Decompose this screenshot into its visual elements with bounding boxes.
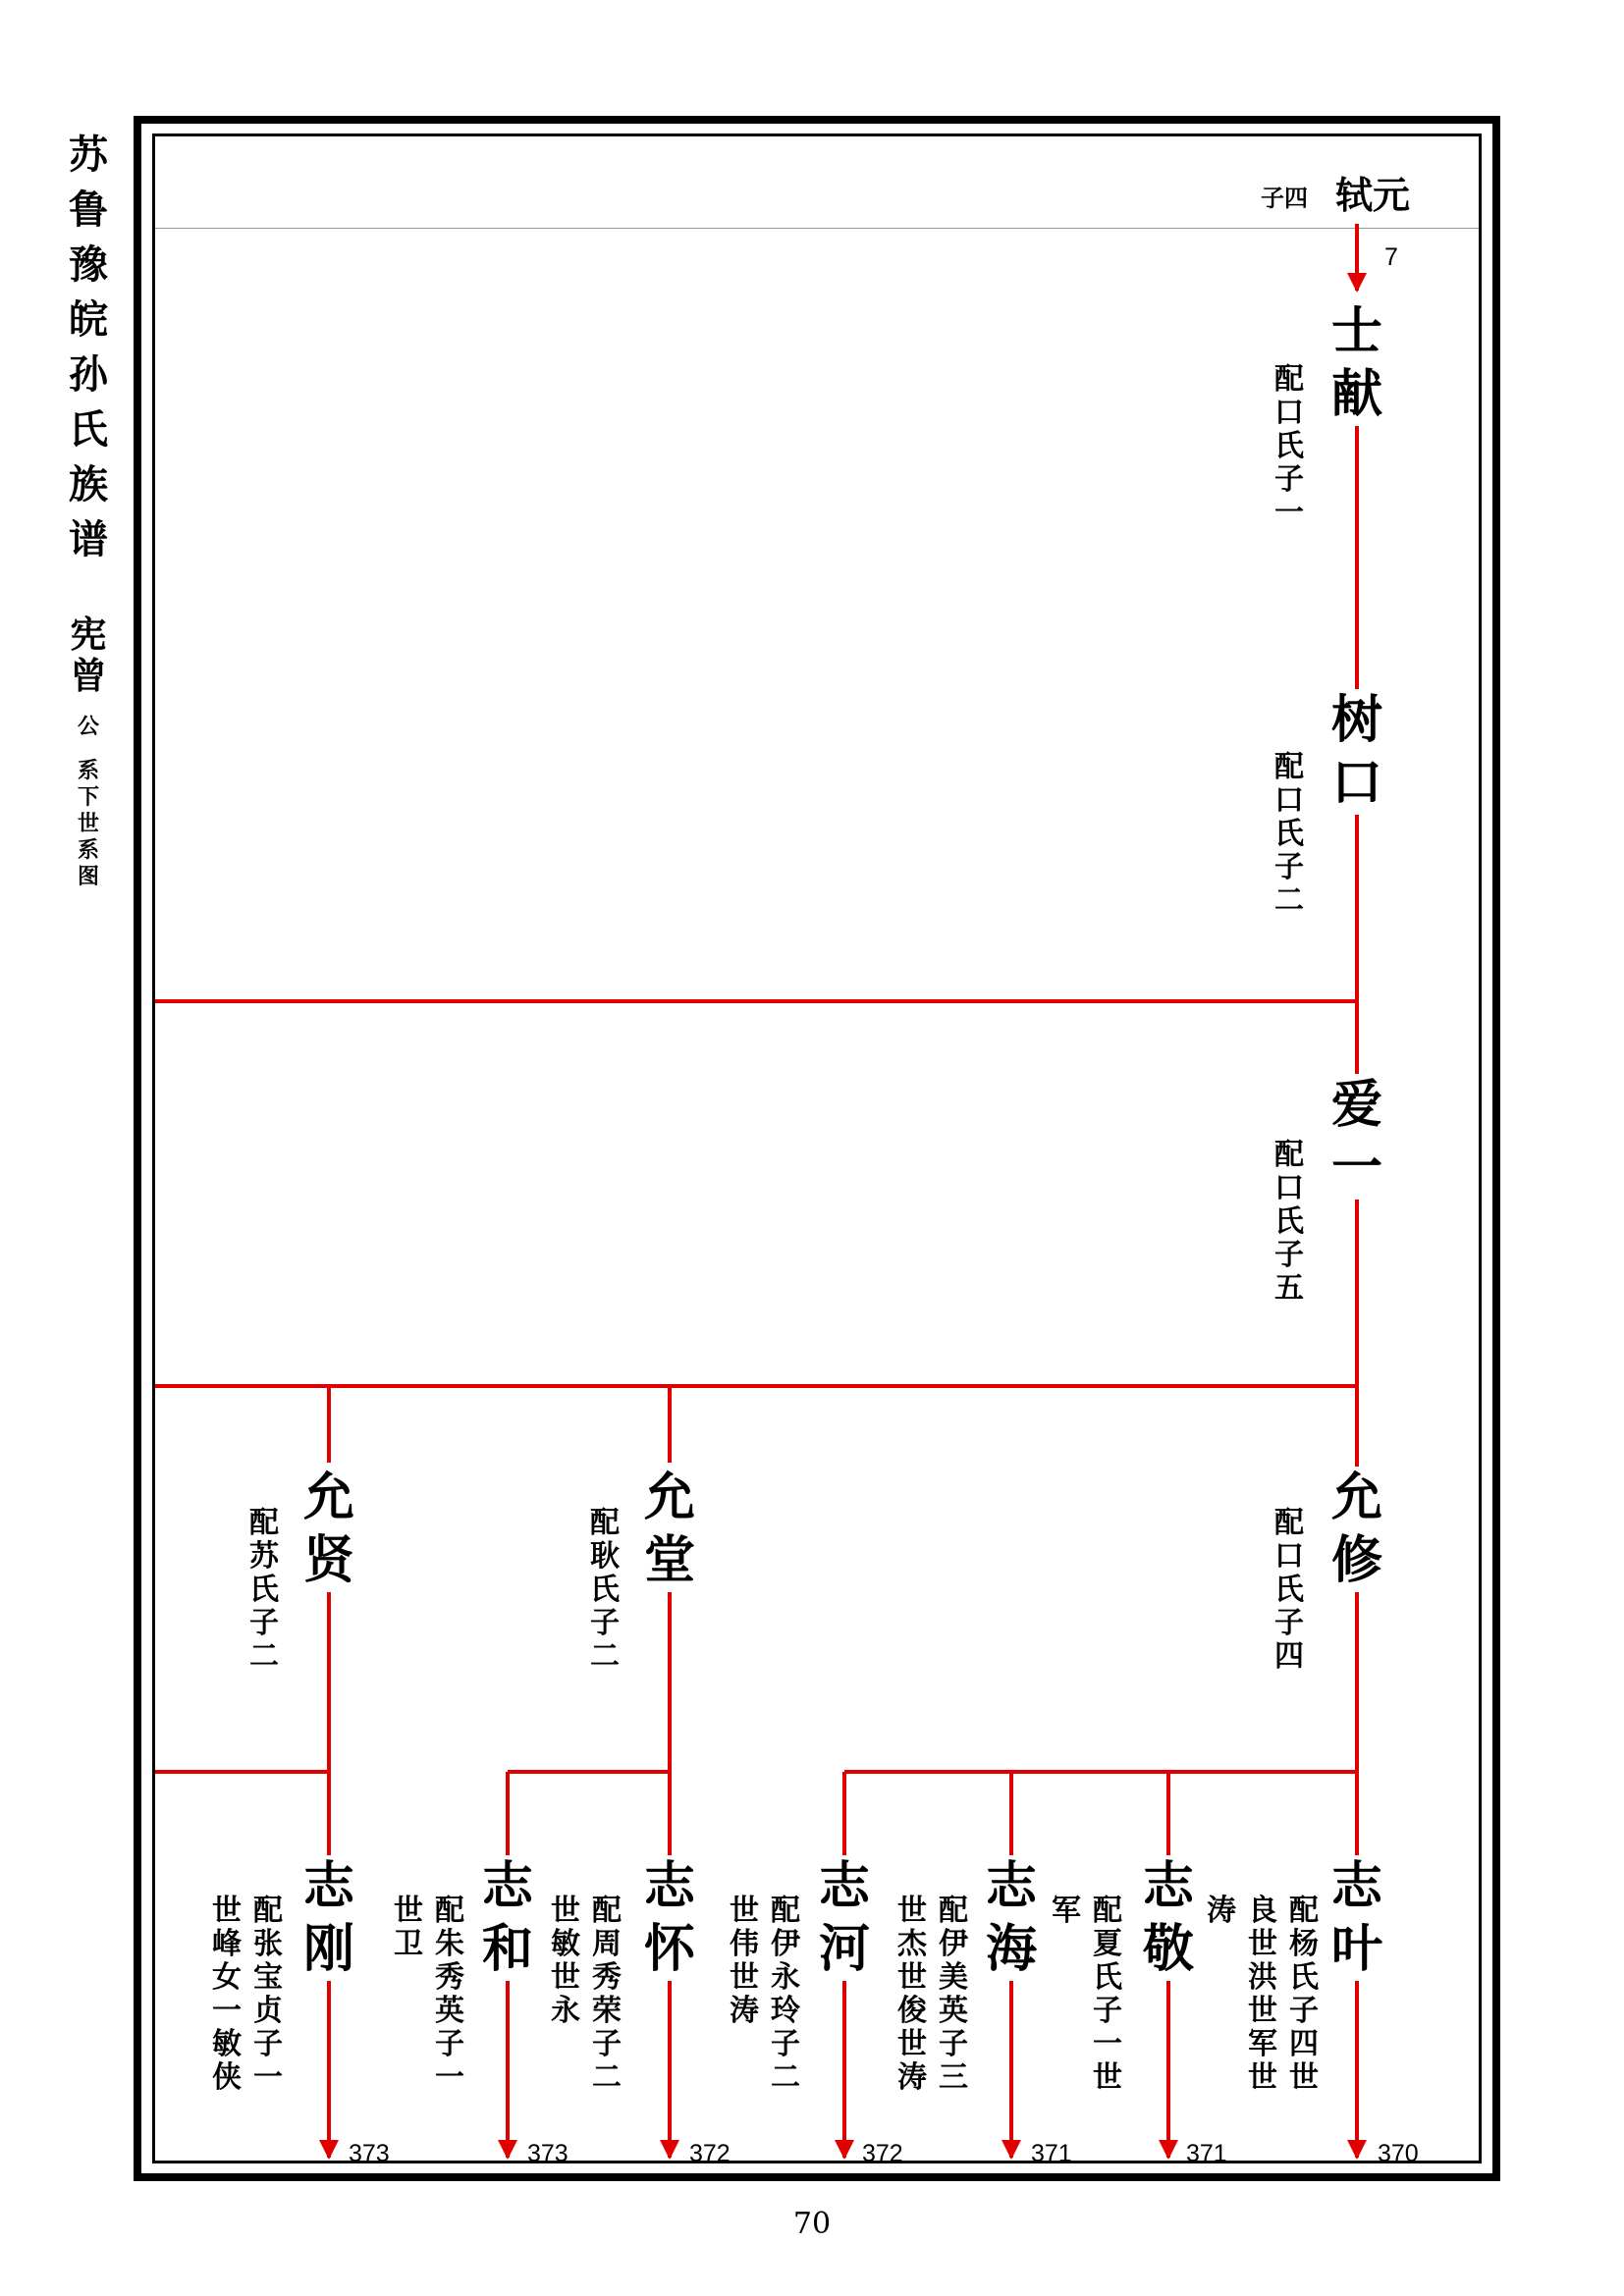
char: 口 (1274, 396, 1304, 430)
char: 世 (394, 1894, 423, 1928)
char: 四 (1274, 1639, 1304, 1674)
char: 二 (249, 1639, 279, 1674)
char: 军 (1052, 1894, 1081, 1928)
generation-label: 子四 (1261, 184, 1308, 212)
name-zhigang (295, 1855, 363, 1981)
char: 世 (551, 1960, 580, 1995)
char: 堂 (643, 1530, 695, 1590)
char: 子 (1274, 1606, 1304, 1640)
char: 志 (302, 1856, 354, 1916)
char: 子 (435, 2027, 464, 2061)
char: 志 (643, 1856, 695, 1916)
char: 子 (1093, 1994, 1122, 2028)
char: 世 (1248, 1927, 1277, 1961)
char: 氏 (590, 1573, 620, 1607)
desc-yuntang (587, 1507, 623, 1674)
char: 二 (1274, 883, 1304, 918)
char: 周 (592, 1927, 622, 1961)
desc-zhihe-2 (391, 1895, 426, 1961)
ref-zhiye: 370 (1378, 2140, 1419, 2167)
char: 志 (1142, 1856, 1194, 1916)
char: 杰 (897, 1927, 927, 1961)
char: 英 (939, 1994, 968, 2028)
ref-zhihuai: 372 (689, 2140, 731, 2167)
ref-zhihe: 373 (527, 2140, 568, 2167)
char: 伊 (771, 1927, 800, 1961)
char: 配 (435, 1894, 464, 1928)
char: 四 (1289, 2027, 1319, 2061)
char: 子 (1274, 1238, 1304, 1272)
char: 图 (77, 864, 99, 889)
char: 皖 (69, 296, 108, 343)
char: 海 (985, 1919, 1037, 1979)
desc-yunxian (246, 1507, 282, 1674)
desc-shixian (1272, 363, 1307, 530)
char: 朱 (435, 1927, 464, 1961)
char: 修 (1330, 1530, 1382, 1590)
char: 美 (939, 1960, 968, 1995)
char: 世 (77, 811, 99, 836)
char: 敬 (1142, 1919, 1194, 1979)
char: 秀 (435, 1960, 464, 1995)
char: 允 (643, 1468, 695, 1527)
char: 苏 (249, 1539, 279, 1574)
char: 世 (1289, 2060, 1319, 2095)
desc-zhigang-2 (209, 1895, 244, 2095)
char: 洪 (1248, 1960, 1277, 1995)
char: 峰 (212, 1927, 242, 1961)
char: 子 (939, 2027, 968, 2061)
char: 子 (249, 1606, 279, 1640)
char: 和 (481, 1919, 533, 1979)
char: 卫 (394, 1927, 423, 1961)
char: 口 (1330, 753, 1382, 813)
char: 世 (1248, 1994, 1277, 2028)
char: 贞 (253, 1994, 283, 2028)
desc-zhihe-1 (432, 1895, 467, 2095)
char: 良 (1248, 1894, 1277, 1928)
char: 涛 (1207, 1894, 1236, 1928)
desc-shukou (1272, 751, 1307, 918)
char: 世 (212, 1894, 242, 1928)
desc-zhihe-river-1 (768, 1895, 803, 2095)
char: 宪 (70, 613, 107, 656)
char: 一 (1274, 496, 1304, 530)
char: 二 (771, 2060, 800, 2095)
char: 贤 (302, 1530, 354, 1590)
char: 军 (1248, 2027, 1277, 2061)
char: 英 (435, 1994, 464, 2028)
char: 志 (985, 1856, 1037, 1916)
char: 口 (1274, 1539, 1304, 1574)
char: 女 (212, 1960, 242, 1995)
char: 子 (592, 2027, 622, 2061)
name-aiyi (1323, 1074, 1391, 1200)
char: 氏 (1274, 1204, 1304, 1239)
char: 世 (1248, 2060, 1277, 2095)
char: 配 (1274, 1506, 1304, 1540)
char: 伊 (939, 1927, 968, 1961)
char: 爱 (1330, 1075, 1382, 1135)
char: 子 (1274, 462, 1304, 497)
char: 河 (818, 1919, 870, 1979)
desc-zhiye-1 (1286, 1895, 1322, 2095)
desc-zhihai-2 (894, 1895, 930, 2095)
char: 允 (1330, 1468, 1382, 1527)
page-number: 70 (792, 2207, 832, 2241)
char: 三 (939, 2060, 968, 2095)
desc-zhihuai-1 (589, 1895, 624, 2095)
desc-zhihuai-2 (548, 1895, 583, 2028)
char: 配 (592, 1894, 622, 1928)
desc-zhijing-1 (1090, 1895, 1125, 2095)
char: 允 (302, 1468, 354, 1527)
char: 氏 (1289, 1960, 1319, 1995)
char: 系 (77, 758, 99, 783)
char: 敏 (551, 1927, 580, 1961)
char: 五 (1274, 1271, 1304, 1306)
char: 一 (435, 2060, 464, 2095)
name-zhiye (1323, 1855, 1391, 1981)
desc-zhigang-1 (250, 1895, 286, 2095)
name-shixian (1323, 300, 1391, 426)
desc-zhijing-2 (1049, 1895, 1084, 1928)
char: 子 (590, 1606, 620, 1640)
char: 世 (730, 1960, 759, 1995)
name-yuntang (635, 1467, 704, 1592)
char: 子 (1289, 1994, 1319, 2028)
char: 志 (1330, 1856, 1382, 1916)
ancestor-page-ref: 7 (1384, 243, 1398, 271)
char: 世 (1093, 2060, 1122, 2095)
char: 系 (77, 837, 99, 863)
char: 子 (771, 2027, 800, 2061)
name-zhihuai (635, 1855, 704, 1981)
char: 氏 (69, 406, 108, 453)
char: 曾 (70, 654, 107, 697)
char: 树 (1330, 690, 1382, 750)
char: 配 (1093, 1894, 1122, 1928)
char: 俊 (897, 1994, 927, 2028)
char: 一 (212, 1994, 242, 2028)
char: 族 (69, 461, 108, 507)
char: 耿 (590, 1539, 620, 1574)
name-yunxiu (1323, 1467, 1391, 1592)
char: 豫 (69, 241, 108, 288)
char: 苏 (69, 132, 108, 178)
char: 配 (939, 1894, 968, 1928)
char: 配 (1274, 1138, 1304, 1172)
char: 口 (1274, 1171, 1304, 1205)
char: 一 (1093, 2027, 1122, 2061)
char: 鲁 (69, 187, 108, 233)
char: 敏 (212, 2027, 242, 2061)
char: 志 (818, 1856, 870, 1916)
char: 秀 (592, 1960, 622, 1995)
char: 张 (253, 1927, 283, 1961)
desc-zhihe-river-2 (727, 1895, 762, 2028)
char: 配 (1274, 362, 1304, 397)
char: 氏 (249, 1573, 279, 1607)
char: 配 (249, 1506, 279, 1540)
char: 杨 (1289, 1927, 1319, 1961)
char: 世 (730, 1894, 759, 1928)
char: 子 (1274, 850, 1304, 884)
ref-zhihe-river: 372 (862, 2140, 903, 2167)
char: 叶 (1330, 1919, 1382, 1979)
char: 二 (592, 2060, 622, 2095)
char: 谱 (69, 516, 108, 562)
char: 一 (253, 2060, 283, 2095)
char: 下 (77, 784, 99, 810)
desc-yunxiu (1272, 1507, 1307, 1674)
name-zhihe (473, 1855, 542, 1981)
char: 氏 (1274, 817, 1304, 851)
char: 世 (897, 1960, 927, 1995)
char: 世 (897, 2027, 927, 2061)
char: 涛 (730, 1994, 759, 2028)
char: 配 (590, 1506, 620, 1540)
char: 氏 (1274, 429, 1304, 463)
char: 氏 (1093, 1960, 1122, 1995)
name-zhihai (977, 1855, 1046, 1981)
char: 永 (771, 1960, 800, 1995)
char: 玲 (771, 1994, 800, 2028)
name-zhijing (1134, 1855, 1203, 1981)
char: 子 (253, 2027, 283, 2061)
char: 配 (253, 1894, 283, 1928)
ref-zhigang: 373 (349, 2140, 390, 2167)
desc-zhiye-3 (1204, 1895, 1239, 1928)
name-zhihe-river (810, 1855, 879, 1981)
name-shukou (1323, 689, 1391, 815)
desc-zhihai-1 (936, 1895, 971, 2095)
char: 口 (1274, 783, 1304, 818)
char: 一 (1330, 1138, 1382, 1198)
char: 氏 (1274, 1573, 1304, 1607)
ref-zhihai: 371 (1031, 2140, 1072, 2167)
char: 怀 (643, 1919, 695, 1979)
char: 伟 (730, 1927, 759, 1961)
ancestor-name: 轼元 (1335, 173, 1411, 217)
ref-zhijing: 371 (1186, 2140, 1227, 2167)
char: 刚 (302, 1919, 354, 1979)
char: 永 (551, 1994, 580, 2028)
char: 士 (1330, 301, 1382, 361)
char: 夏 (1093, 1927, 1122, 1961)
char: 配 (771, 1894, 800, 1928)
char: 侠 (212, 2060, 242, 2095)
char: 宝 (253, 1960, 283, 1995)
char: 世 (897, 1894, 927, 1928)
char: 公 (77, 714, 99, 739)
char: 志 (481, 1856, 533, 1916)
desc-zhiye-2 (1245, 1895, 1280, 2095)
char: 荣 (592, 1994, 622, 2028)
char: 涛 (897, 2060, 927, 2095)
char: 配 (1289, 1894, 1319, 1928)
char: 配 (1274, 750, 1304, 784)
char: 献 (1330, 364, 1382, 424)
char: 世 (551, 1894, 580, 1928)
desc-aiyi (1272, 1139, 1307, 1306)
char: 二 (590, 1639, 620, 1674)
char: 孙 (69, 351, 108, 398)
name-yunxian (295, 1467, 363, 1592)
